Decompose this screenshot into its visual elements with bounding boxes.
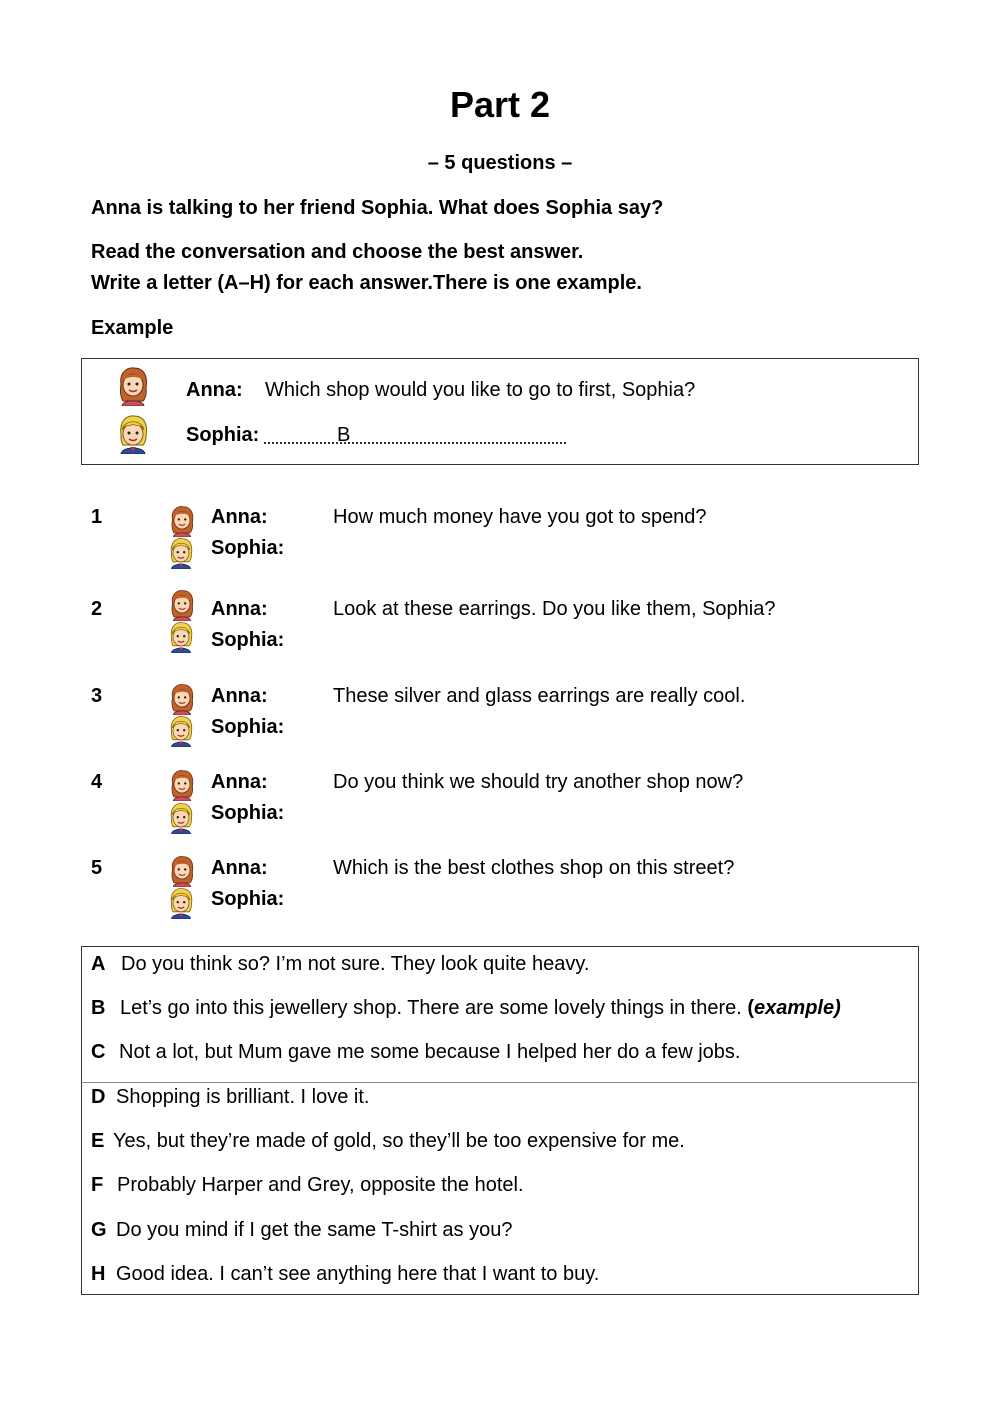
anna-label: Anna: bbox=[211, 598, 268, 620]
example-tag: example) bbox=[754, 997, 841, 1019]
page-title: Part 2 bbox=[449, 84, 551, 125]
anna-line: How much money have you got to spend? bbox=[333, 506, 707, 528]
sophia-label: Sophia: bbox=[211, 629, 285, 651]
question-number: 1 bbox=[91, 506, 103, 528]
example-anna-text: Which shop would you like to go to first, Sophia? bbox=[265, 379, 696, 401]
option-h bbox=[91, 1263, 599, 1286]
anna-line: Do you think we should try another shop now? bbox=[333, 771, 744, 793]
option-text: Do you think so? I’m not sure. They look quite heavy. bbox=[121, 953, 590, 975]
option-f bbox=[91, 1174, 524, 1197]
anna-label: Anna: bbox=[211, 685, 268, 707]
anna-line: Look at these earrings. Do you like them, Sophia? bbox=[333, 598, 776, 620]
sophia-face-icon bbox=[166, 887, 196, 919]
anna-face-icon bbox=[167, 505, 197, 537]
example-answer-line bbox=[264, 442, 566, 444]
option-letter: G bbox=[91, 1219, 107, 1241]
sophia-face-icon bbox=[166, 621, 196, 653]
anna-label: Anna: bbox=[211, 506, 268, 528]
example-sophia-label: Sophia: bbox=[186, 424, 260, 446]
anna-line: These silver and glass earrings are really cool. bbox=[333, 685, 746, 707]
option-letter: A bbox=[91, 953, 106, 975]
sophia-face-icon bbox=[116, 414, 150, 454]
question-number: 5 bbox=[91, 857, 103, 879]
anna-face-icon bbox=[167, 855, 197, 887]
anna-label: Anna: bbox=[211, 771, 268, 793]
sophia-label: Sophia: bbox=[211, 716, 285, 738]
anna-label: Anna: bbox=[211, 857, 268, 879]
sophia-face-icon bbox=[166, 802, 196, 834]
option-text: Good idea. I can’t see anything here that I want to buy. bbox=[116, 1263, 600, 1285]
instruction-read: Read the conversation and choose the best answer. bbox=[91, 241, 584, 263]
anna-face-icon bbox=[167, 769, 197, 801]
example-tag-open: ( bbox=[747, 997, 755, 1019]
option-letter: E bbox=[91, 1130, 105, 1152]
option-text: Shopping is brilliant. I love it. bbox=[116, 1086, 370, 1108]
anna-line: Which is the best clothes shop on this street? bbox=[333, 857, 735, 879]
anna-face-icon bbox=[167, 589, 197, 621]
option-letter: C bbox=[91, 1041, 106, 1063]
anna-face-icon bbox=[116, 366, 150, 406]
option-letter: D bbox=[91, 1086, 106, 1108]
question-count: – 5 questions – bbox=[427, 152, 573, 174]
question-number: 2 bbox=[91, 598, 103, 620]
example-anna-label: Anna: bbox=[186, 379, 243, 401]
instruction-write: Write a letter (A–H) for each answer.There is one example. bbox=[91, 272, 642, 294]
example-answer: B bbox=[337, 424, 351, 446]
option-e bbox=[91, 1130, 685, 1153]
question-number: 4 bbox=[91, 771, 103, 793]
option-text: Probably Harper and Grey, opposite the hotel. bbox=[117, 1174, 524, 1196]
sophia-label: Sophia: bbox=[211, 888, 285, 910]
option-letter: B bbox=[91, 997, 106, 1019]
option-text: Not a lot, but Mum gave me some because I helped her do a few jobs. bbox=[119, 1041, 741, 1063]
example-heading: Example bbox=[91, 317, 174, 339]
option-d bbox=[91, 1086, 369, 1109]
sophia-label: Sophia: bbox=[211, 537, 285, 559]
sophia-face-icon bbox=[166, 537, 196, 569]
option-letter: H bbox=[91, 1263, 106, 1285]
option-text: Yes, but they’re made of gold, so they’ll be too expensive for me. bbox=[113, 1130, 685, 1152]
option-text: Let’s go into this jewellery shop. There are some lovely things in there. bbox=[120, 997, 748, 1019]
sophia-label: Sophia: bbox=[211, 802, 285, 824]
option-a bbox=[91, 953, 589, 976]
example-box bbox=[81, 358, 919, 465]
instruction-context: Anna is talking to her friend Sophia. What does Sophia say? bbox=[91, 197, 664, 219]
option-c bbox=[91, 1041, 740, 1064]
question-number: 3 bbox=[91, 685, 103, 707]
option-text: Do you mind if I get the same T-shirt as you? bbox=[116, 1219, 513, 1241]
anna-face-icon bbox=[167, 683, 197, 715]
option-letter: F bbox=[91, 1174, 104, 1196]
options-divider bbox=[81, 1082, 917, 1083]
option-g bbox=[91, 1219, 512, 1242]
option-b bbox=[91, 997, 841, 1020]
sophia-face-icon bbox=[166, 715, 196, 747]
